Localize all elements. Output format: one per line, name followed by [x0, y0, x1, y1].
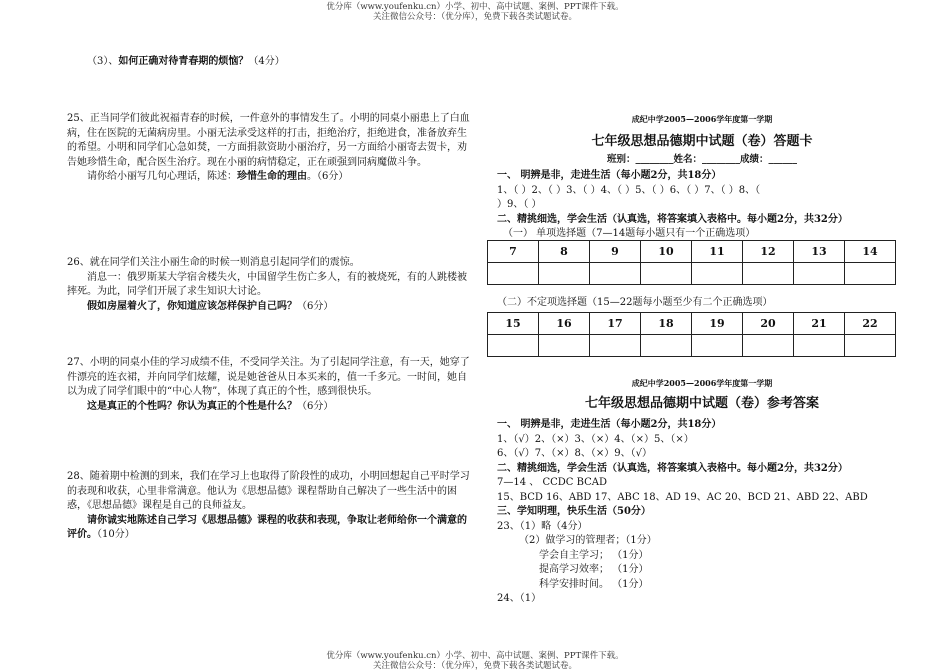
footer-line-2: 关注微信公众号：（优分库），免费下载各类试题试卷。 — [372, 661, 577, 671]
card-section-1: 一、 明辨是非，走进生活（每小题2分，共18分） — [497, 170, 722, 181]
q27-score: （6分） — [297, 400, 334, 412]
answers-section-2: 二、精挑细选，学会生活（认真选，将答案填入表格中。每小题2分，共32分） — [497, 462, 848, 474]
answer-cell[interactable] — [845, 335, 896, 357]
question-27 — [67, 356, 472, 414]
answers-24: 24、（1） — [497, 593, 542, 604]
answer-cell[interactable] — [539, 335, 590, 357]
question-25 — [67, 112, 472, 185]
question-number-cell: 20 — [743, 313, 794, 335]
question-26 — [67, 256, 472, 314]
q3-question: 如何正确对待青春期的烦恼？ — [118, 56, 249, 67]
answer-card — [497, 113, 907, 242]
q3-score: （4分） — [248, 56, 285, 67]
answers-23-5: 科学安排时间。 （1分） — [539, 578, 649, 590]
answers-section-3: 三、学知明理，快乐生活（50分） — [497, 506, 651, 517]
answer-cell[interactable] — [794, 335, 845, 357]
question-number-cell: 14 — [845, 241, 896, 263]
q28-text: 28、随着期中检测的到来，我们在学习上也取得了阶段性的成功，小明回想起自己平时学习的表现和收获，心里非常满意。他认为《思想品德》课程帮助自己解决了一些生活中的困惑，《思想品德》课程是自己的良师益友。 — [67, 471, 470, 511]
answers-title: 七年级思想品德期中试题（卷）参考答案 — [584, 396, 819, 411]
reference-answers — [497, 377, 907, 607]
card-s1-line-2: ）9、（ ） — [497, 199, 542, 210]
header-line-2: 关注微信公众号：（优分库），免费下载各类试题试卷。 — [372, 12, 577, 22]
answer-cell[interactable] — [692, 335, 743, 357]
question-number-cell: 9 — [590, 241, 641, 263]
answers-s1-line-1: 1、（√）2、（×）3、（×）4、（×）5、（×） — [497, 433, 694, 445]
q26-message: 消息一：俄罗斯某大学宿舍楼失火，中国留学生伤亡多人，有的被烧死，有的人跳楼被摔死。为此，同学们开展了求生知识大讨论。 — [67, 271, 467, 297]
answers-s1-line-2: 6、（√）7、（×）8、（×）9、（√） — [497, 448, 652, 459]
answer-cell[interactable] — [590, 335, 641, 357]
multi-choice-answer-row — [488, 335, 896, 357]
answer-cell[interactable] — [590, 263, 641, 285]
answer-cell[interactable] — [845, 263, 896, 285]
multi-choice-header-row — [488, 313, 896, 335]
q25-text: 25、正当同学们彼此祝福青春的时候，一件意外的事情发生了。小明的同桌小丽患上了白血病，住在医院的无菌病房里。小丽无法承受这样的打击，拒绝治疗，拒绝进食，准备放弃生的希望。小明和同学们心急如焚，一方面捐款资助小丽治疗，另一方面给小丽寄去贺卡，劝告她珍惜生命，配合医生治疗。现在小丽的病情稳定，正在顽强到同病魔做斗争。 — [67, 113, 470, 168]
multi-choice-table — [487, 312, 896, 357]
question-number-cell: 13 — [794, 241, 845, 263]
answer-cell[interactable] — [692, 263, 743, 285]
card-s2-multi: （二）不定项选择题（15—22题每小题至少有二个正确选项） — [497, 297, 773, 308]
answers-23-3: 学会自主学习； （1分） — [539, 549, 649, 561]
question-number-cell: 17 — [590, 313, 641, 335]
question-number-cell: 21 — [794, 313, 845, 335]
q27-text: 27、小明的同桌小佳的学习成绩不佳，不受同学关注。为了引起同学注意，有一天，她穿了件漂亮的连衣裙，并向同学们炫耀，说是她爸爸从日本买来的，值一千多元。一时间，她自以为成了同学们眼中的“中心人物”，体现了真正的个性，感到很快乐。 — [67, 357, 470, 397]
question-number-cell: 15 — [488, 313, 539, 335]
question-number-cell: 8 — [539, 241, 590, 263]
question-28 — [67, 470, 472, 543]
card-section-2: 二、精挑细选，学会生活（认真选，将答案填入表格中。每小题2分，共32分） — [497, 213, 848, 225]
question-number-cell: 7 — [488, 241, 539, 263]
card-info: 班别：________姓名：________成绩：______ — [606, 154, 797, 165]
answer-cell[interactable] — [743, 263, 794, 285]
q3-prefix: （3）、 — [87, 56, 119, 67]
q28-ask-bold: 请你诚实地陈述自己学习《思想品德》课程的收获和表现，争取让老师给你一个满意的评价。 — [67, 514, 467, 540]
page-footer — [0, 651, 950, 671]
header-line-1: 优分库（www.youfenku.cn）小学、初中、高中试题、案例、PPT课件下载。 — [326, 2, 624, 12]
answers-23: 23、（1）略（4分） — [497, 520, 588, 532]
question-number-cell: 19 — [692, 313, 743, 335]
answer-cell[interactable] — [641, 263, 692, 285]
q26-ask-bold: 假如房屋着火了，你知道应该怎样保护自己吗？ — [87, 300, 297, 312]
card-s1-line-1: 1、（ ）2、（ ）3、（ ）4、（ ）5、（ ）6、（ ）7、（ ）8、（ — [497, 184, 761, 196]
question-number-cell: 16 — [539, 313, 590, 335]
answers-school: 成纪中学2005—2006学年度第一学期 — [631, 378, 773, 388]
question-number-cell: 11 — [692, 241, 743, 263]
answers-section-1: 一、 明辨是非，走进生活（每小题2分，共18分） — [497, 419, 722, 430]
question-number-cell: 18 — [641, 313, 692, 335]
question-number-cell: 22 — [845, 313, 896, 335]
answer-cell[interactable] — [794, 263, 845, 285]
card-title: 七年级思想品德期中试题（卷）答题卡 — [591, 134, 813, 149]
card-school: 成纪中学2005—2006学年度第一学期 — [631, 114, 773, 124]
answers-s2-line-1: 7—14 、 CCDC BCAD — [497, 477, 608, 488]
single-choice-table — [487, 240, 896, 285]
page-header — [0, 2, 950, 22]
question-number-cell: 10 — [641, 241, 692, 263]
answers-23-2: （2）做学习的管理者；（1分） — [519, 535, 657, 546]
q27-ask-bold: 这是真正的个性吗？你认为真正的个性是什么？ — [87, 400, 297, 412]
single-choice-header-row — [488, 241, 896, 263]
single-choice-answer-row — [488, 263, 896, 285]
card-s2-multi-wrap — [497, 296, 907, 311]
question-number-cell: 12 — [743, 241, 794, 263]
footer-line-1: 优分库（www.youfenku.cn）小学、初中、高中试题、案例、PPT课件下载。 — [326, 651, 624, 661]
answer-cell[interactable] — [488, 263, 539, 285]
answer-cell[interactable] — [743, 335, 794, 357]
answers-s2-line-2: 15、BCD 16、ABD 17、ABC 18、AD 19、AC 20、BCD 21、ABD 22、ABD — [497, 491, 868, 503]
answers-23-4: 提高学习效率； （1分） — [539, 564, 649, 575]
card-s2-single: （一） 单项选择题（7—14题每小题只有一个正确选项） — [503, 228, 756, 239]
q25-score: 。（6分） — [307, 171, 349, 182]
q26-score: （6分） — [297, 300, 334, 312]
q26-text: 26、就在同学们关注小丽生命的时候一则消息引起同学们的震惊。 — [67, 257, 360, 268]
q28-score: （10分） — [97, 529, 135, 540]
q25-ask: 请你给小丽写几句心理话，陈述： — [87, 171, 237, 182]
answer-cell[interactable] — [539, 263, 590, 285]
q25-ask-bold: 珍惜生命的理由 — [237, 171, 307, 182]
answer-cell[interactable] — [488, 335, 539, 357]
answer-cell[interactable] — [641, 335, 692, 357]
question-3 — [67, 55, 472, 70]
